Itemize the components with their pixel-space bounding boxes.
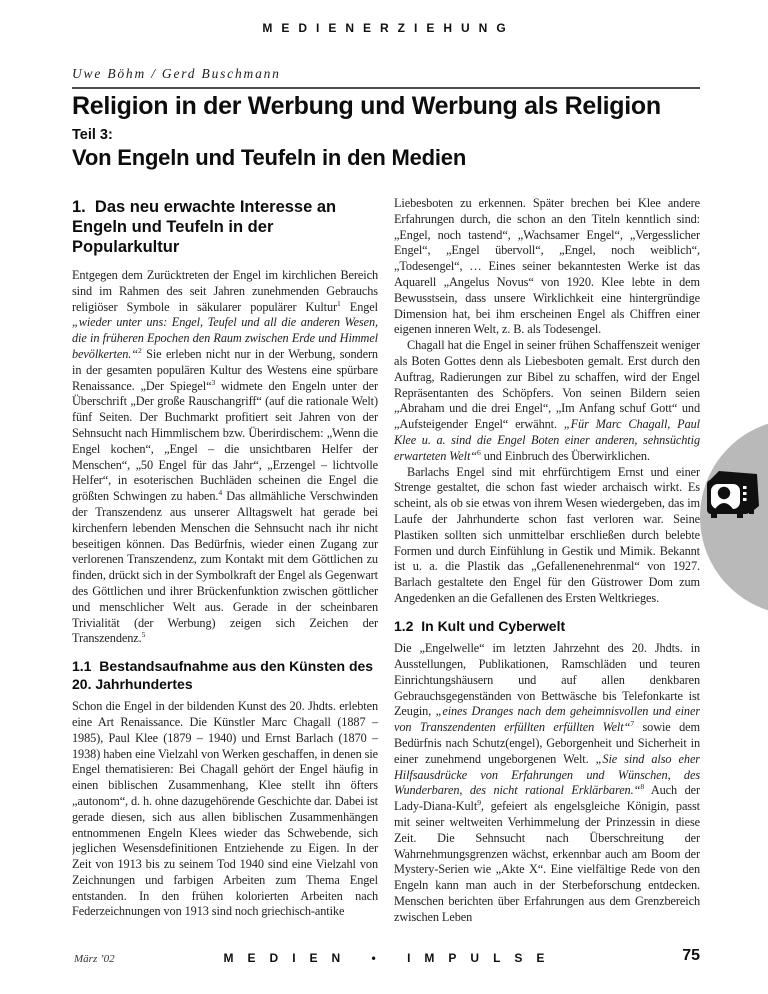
right-column	[394, 196, 700, 936]
section-1-1-heading: 1.1 Bestandsaufnahme aus den Künsten des 20. Jahrhundertes	[72, 658, 377, 692]
footer-page-number: 75	[682, 947, 700, 964]
section-1-2-paragraph: Die „Engelwelle“ im letzten Jahrzehnt des 20. Jhdts. in Ausstellungen, Publikationen, Ramschläden und teuren Einrichtungshäusern und auf allen denkbaren Gebrauchsgegenständen von Bettwäsche bis Telefonkarte ist Zeugin, „eines Dranges nach dem geheimnisvollen und einer von Transzendenten erfüllten erfüllten Welt“$^7$ sowie dem Bedürfnis nach Schutz(engel), Geborgenheit und Sicherheit in einer zunehmend ungeborgenen Welt. „Sie sind also eher Hilfsausdrücke von Erfahrungen und Wünschen, des Wunderbaren, des nicht rational Erklärbaren.“$^8$ Auch der Lady-Diana-Kult$^9$, gefeiert als engelsgleiche Königin, passt mit seiner weltweiten Verhimmelung der Prinzessin in diese Zeit. Die Sehnsucht nach Überschreitung der Wahrnehmungsgrenzen wächst, erkennbar auch am Boom der Mystery-Serien wie „Akte X“. Eine vielfältige Rede von den Engeln kann man auch in der Sterbeforschung entdecken. Menschen berichten über Erfahrungen aus dem Grenzbereich zwischen Leben	[394, 641, 700, 924]
tv-icon	[703, 468, 763, 524]
left-column	[72, 196, 378, 936]
section-1-heading: 1. Das neu erwachte Interesse an Engeln und Teufeln in der Popularkultur	[72, 198, 341, 256]
section-kicker: MEDIENERZIEHUNG	[262, 21, 515, 35]
chagall-paragraph: Chagall hat die Engel in seiner frühen Schaffenszeit weniger als Boten Gottes denn als Liebesboten gemalt. Erst durch den Auftrag, Radierungen zur Bibel zu schaffen, wird der Engel Repräsentanten des Schöpfers. Von seinen Bildern seien „Abraham und die drei Engel“, „Im Anfang schuf Gott“ und „Aufsteigender Engel“ erwähnt. „Für Marc Chagall, Paul Klee u. a. sind die Engel Boten einer anderen, sehnsüchtig erwarteten Welt“$^6$ und Einbruch des Überwirklichen.	[394, 338, 700, 463]
section-1-paragraph: Entgegen dem Zurücktreten der Engel im kirchlichen Bereich sind im Rahmen des seit Jahren zunehmenden Gebrauchs religiöser Symbole in säkularer populärer Kultur$^1$ Engel „wieder unter uns: Engel, Teufel und all die anderen Wesen, die in früheren Epochen den Raum zwischen Erde und Himmel bevölkerten.“$^2$ Sie erleben nicht nur in der Werbung, sondern in der gesamten populären Kultur des Westens eine spürbare Renaissance. „Der Spiegel“$^3$ widmete den Engeln unter der Überschrift „Der große Rauschangriff“ (auf die rationale Welt) fünf Seiten. Der Buchmarkt profitiert seit Jahren von der Sehnsucht nach Himmlischem bzw. Überirdischem: „Wenn die Engel kochen“, „Engel – die unsichtbaren Helfer der Menschen“, „50 Engel für das Jahr“, „Erzengel – lichtvolle Helfer“, in esoterischen Buchläden scheinen die Engel die größten Schwingen zu haben.$^4$ Das allmähliche Verschwinden der Transzendenz aus unserer Alltagswelt hat gerade bei kirchenfern lebenden Menschen die Sehnsucht nach ihr nicht beseitigen können. Das Bedürfnis, wieder einen Zugang zur verlorenen Transzendenz, zum Kontakt mit dem Göttlichen zu finden, drückt sich in der Symbolkraft der Engel als Gegenwart des Göttlichen und ihrer Brückenfunktion zwischen göttlicher und menschlicher Welt aus. Gerade in der scheinbaren Trivialität (der Werbung) zeigen sich Zeichen der Transzendenz.$^5$	[72, 268, 378, 646]
authors-byline: Uwe Böhm / Gerd Buschmann	[72, 66, 281, 81]
continuation-paragraph: Liebesboten zu erkennen. Später brechen bei Klee andere Erfahrungen durch, die schon an den Titeln kenntlich sind: „Engel, noch tastend“, „Wachsamer Engel“, „Vergesslicher Engel“, „Engel übervoll“, „Engel, noch weiblich“, „Todesengel“, … Eines seiner bekanntesten Werke ist das Aquarell „Angelus Novus“ von 1920. Klee lebte in dem Bewusstsein, dass unsere Wirklichkeit eine hintergründige Dimension hat, bei ihm erscheinen Engel als Chiffren einer eigenen inneren Welt, z. B. als Todesengel.	[394, 196, 700, 337]
footer-issue-date: März ’02	[74, 953, 115, 965]
section-1-2-heading: 1.2 In Kult und Cyberwelt	[394, 617, 566, 634]
footer-journal-name: MEDIEN • IMPULSE	[223, 951, 559, 965]
article-body	[72, 196, 700, 936]
article-subtitle: Von Engeln und Teufeln in den Medien	[72, 145, 467, 170]
header-divider	[72, 87, 700, 89]
part-label: Teil 3:	[72, 127, 113, 143]
barlach-paragraph: Barlachs Engel sind mit ehrfürchtigem Ernst und einer Strenge gestaltet, die schon fast wieder archaisch wirkt. Es scheint, als ob sie etwas von ihrem Wesen wiedergeben, das im Laufe der Jahrhunderte schon fast verloren war. Seine Plastiken sollten sich unmittelbar erschließen durch belebte Formen und durch Einfühlung in Gestik und Mimik. Bekannt ist u. a. die Plastik das „Gefallenenehrenmal“ von 1927. Barlach gestaltete den Engel für den Güstrower Dom zum Angedenken an die Gefallenen des Ersten Weltkrieges.	[394, 464, 700, 605]
article-title: Religion in der Werbung und Werbung als Religion	[72, 92, 661, 120]
section-1-1-paragraph: Schon die Engel in der bildenden Kunst des 20. Jhdts. erlebten eine Art Renaissance. Die Künstler Marc Chagall (1887 – 1985), Paul Klee (1879 – 1940) und Ernst Barlach (1870 – 1938) haben eine Vielzahl von Werken geschaffen, in denen sie Engel thematisieren: Bei Chagall gehört der Engel häufig in einen biblischen Zusammenhang, Klee stellt ihn öfters „autonom“, d. h. ohne dazugehörende Geschichte dar. Dabei ist gerade diesen, sich aus allen biblischen Zusammenhängen entnommenen Engeln Klees wieder das Schwebende, sich jeglichen Wesensdefinitionen Entziehende zu Eigen. In der Zeit von 1913 bis zu seinem Tod 1940 sind eine Vielzahl von Zeichnungen und farbigen Arbeiten zum Thema Engel entstanden. In den frühen kolorierten Arbeiten nach Federzeichnungen von 1913 sind noch griechisch-antike	[72, 699, 378, 919]
